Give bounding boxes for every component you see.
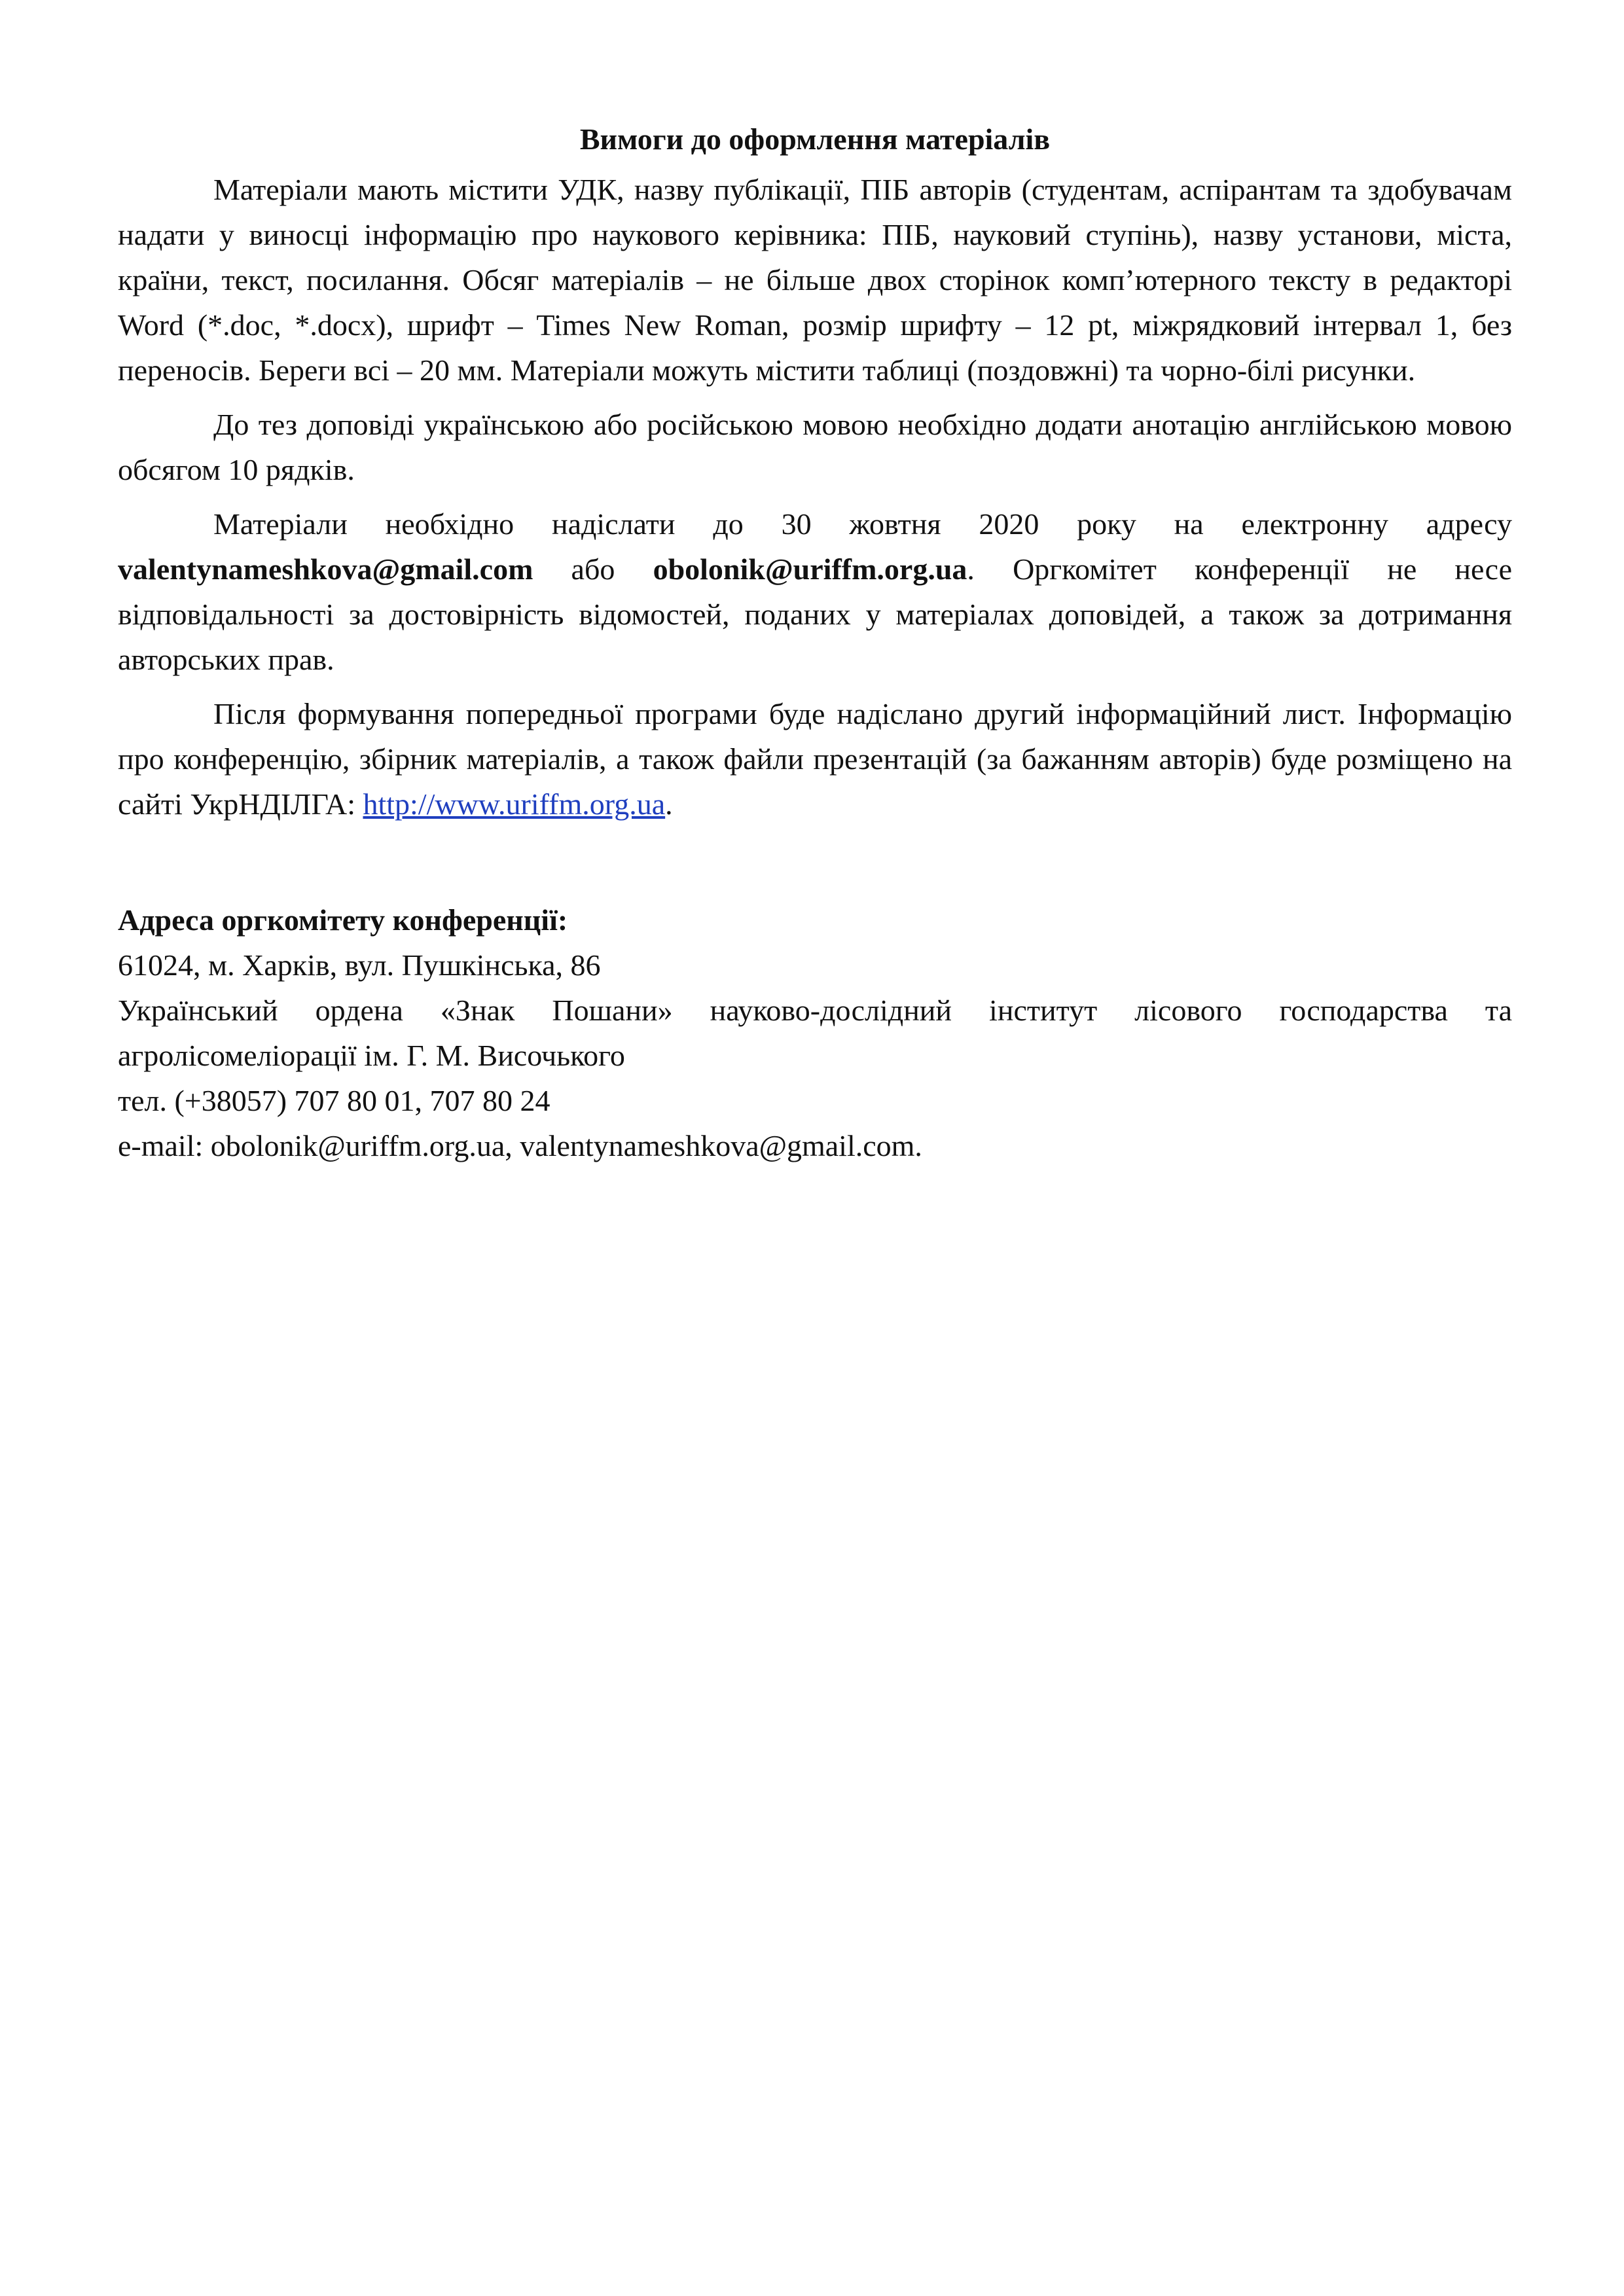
address-block [118,897,1512,1168]
address-institute: Український ордена «Знак Пошани» науково-дослідний інститут лісового господарства та агролісомеліорації ім. Г. М. Височького [118,994,1512,1072]
program-text-start: Після формування попередньої програми буде надіслано другий інформаційний лист. Інформацію про конференцію, збірник матеріалів, а також файли презентацій (за бажанням авторів) буде розміщено на сайті УкрНДІЛГА: [118,697,1512,821]
address-email: e-mail: obolonik@uriffm.org.ua, valentynameshkova@gmail.com. [118,1129,922,1162]
address-phone: тел. (+38057) 707 80 01, 707 80 24 [118,1084,550,1117]
submission-text-start: Матеріали необхідно надіслати до 30 жовтня 2020 року на електронну адресу [213,507,1512,541]
requirements-paragraph: Матеріали мають містити УДК, назву публікації, ПІБ авторів (студентам, аспірантам та здобувачам надати у виносці інформацію про наукового керівника: ПІБ, науковий ступінь), назву установи, міста, країни, текст, посилання. Обсяг матеріалів – не більше двох сторінок комп’ютерного тексту в редакторі Word (*.doc, *.docx), шрифт – Times New Roman, розмір шрифту – 12 pt, міжрядковий інтервал 1, без переносів. Береги всі – 20 мм. Матеріали можуть містити таблиці (поздовжні) та чорно-білі рисунки. [118,173,1512,387]
program-text-end: . [665,787,673,821]
abstract-paragraph: До тез доповіді українською або російською мовою необхідно додати анотацію англійською мовою обсягом 10 рядків. [118,408,1512,486]
submission-text-or: або [533,552,653,586]
submission-paragraph [118,501,1512,682]
program-paragraph [118,691,1512,827]
website-link[interactable]: http://www.uriffm.org.ua [363,787,666,821]
document-title: Вимоги до оформлення матеріалів [579,122,1051,156]
document-content [118,117,1512,1168]
address-heading: Адреса оргкомітету конференції: [118,903,568,937]
email-valentynameshkova[interactable]: valentynameshkova@gmail.com [118,552,533,586]
submission-text-end: . Оргкомітет конференції не несе відповідальності за достовірність відомостей, поданих у матеріалах доповідей, а також за дотримання авторських прав. [118,552,1512,676]
email-obolonik[interactable]: obolonik@uriffm.org.ua [653,552,967,586]
address-street: 61024, м. Харків, вул. Пушкінська, 86 [118,948,601,982]
